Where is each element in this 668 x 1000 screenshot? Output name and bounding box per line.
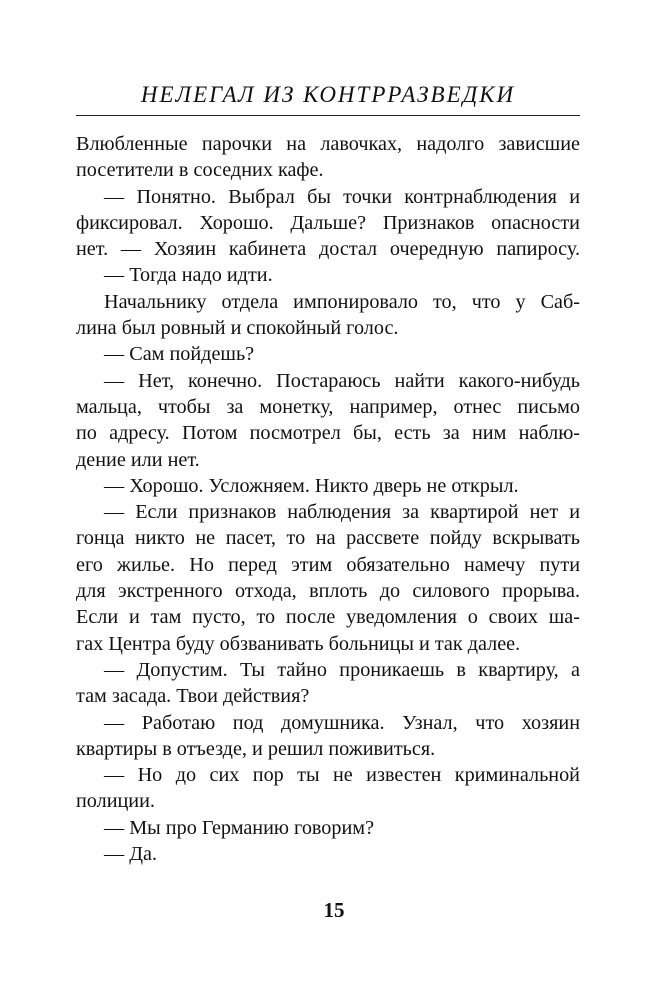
text-line: его жилье. Но перед этим обязательно намечу пути [76, 553, 580, 576]
text-line: Влюбленные парочки на лавочках, надолго зависшие [76, 133, 580, 155]
text-line: — Но до сих пор ты не известен криминальной [104, 764, 580, 787]
text-line: для экстренного отхода, вплоть до силового прорыва. [76, 580, 580, 603]
text-line: — Работаю под домушника. Узнал, что хозяин [104, 711, 580, 734]
text-line: Если и там пусто, то после уведомления о своих ша- [76, 606, 580, 629]
text-line: — Допустим. Ты тайно проникаешь в квартиру, а [104, 658, 580, 681]
text-line: лина был ровный и спокойный голос. [76, 317, 399, 340]
text-line: — Нет, конечно. Постараюсь найти какого-нибудь [104, 369, 580, 392]
text-line: — Если признаков наблюдения за квартирой нет и [104, 501, 580, 524]
text-line: полиции. [76, 790, 155, 813]
text-line: — Да. [104, 843, 158, 866]
text-line: посетители в соседних кафе. [76, 159, 324, 182]
text-line: квартиры в отъезде, и решил поживиться. [76, 737, 436, 760]
text-line: — Тогда надо идти. [104, 264, 273, 287]
text-line: фиксировал. Хорошо. Дальше? Признаков опасности [76, 211, 580, 234]
page-number: 15 [323, 898, 345, 922]
text-line: дение или нет. [76, 448, 200, 471]
text-line: там засада. Твои действия? [76, 685, 310, 708]
text-line: гах Центра буду обзванивать больницы и так далее. [76, 632, 521, 655]
text-line: — Хорошо. Усложняем. Никто дверь не открыл. [104, 474, 519, 497]
text-line: — Сам пойдешь? [104, 343, 255, 366]
text-line: — Мы про Германию говорим? [104, 816, 375, 839]
text-line: нет. — Хозяин кабинета достал очередную папиросу. [76, 238, 580, 261]
body-text [76, 131, 580, 867]
text-line: мальца, чтобы за монетку, например, отнес письмо [76, 395, 580, 418]
text-line: гонца никто не пасет, то на рассвете пойду вскрывать [76, 527, 580, 550]
text-line: — Понятно. Выбрал бы точки контрнаблюдения и [104, 185, 580, 208]
running-header: НЕЛЕГАЛ ИЗ КОНТРРАЗВЕДКИ [140, 82, 516, 107]
text-line: по адресу. Потом посмотрел бы, есть за ним наблю- [76, 422, 580, 445]
text-line: Начальнику отдела импонировало то, что у Саб- [104, 290, 580, 313]
header-rule [76, 115, 580, 116]
